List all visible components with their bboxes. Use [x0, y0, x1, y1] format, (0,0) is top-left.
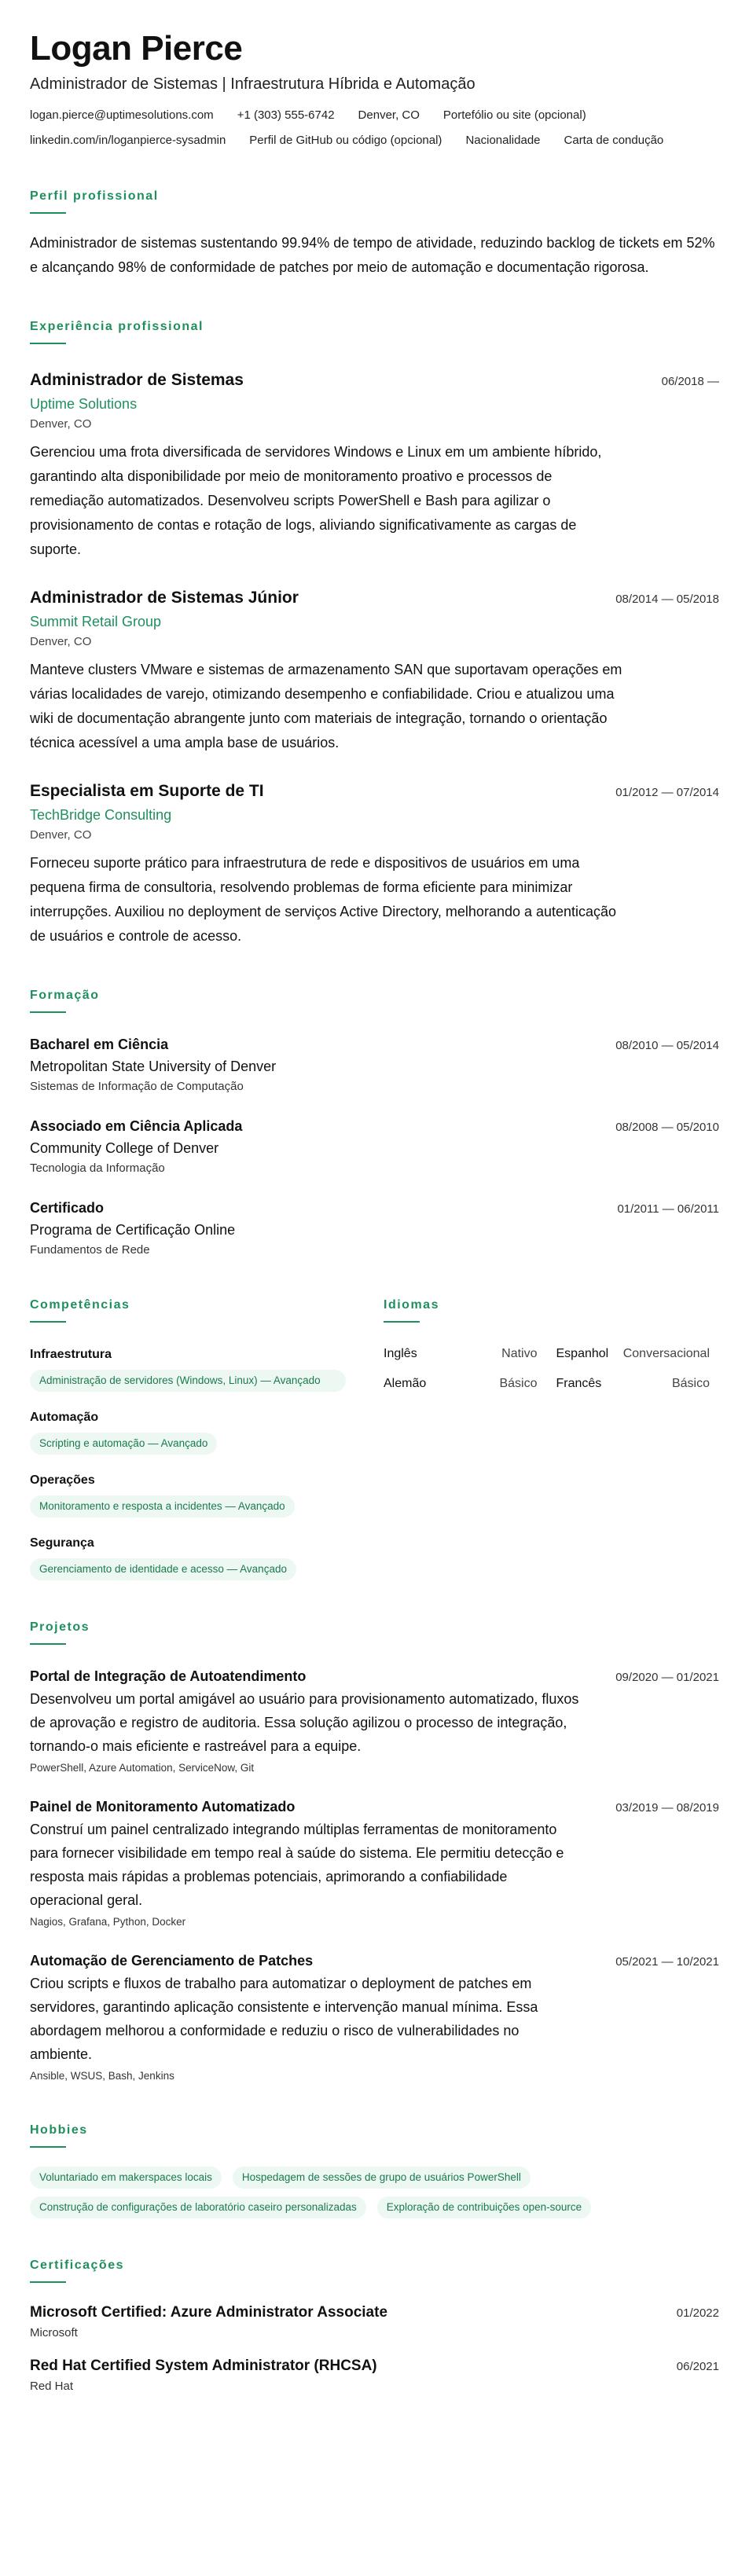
section-title: Perfil profissional	[30, 189, 159, 203]
project-description: Construí um painel centralizado integrando múltiplas ferramentas de monitoramento para fornecer visibilidade em tempo real à saúde do sistema. Ele permitiu detecção e resposta mais rápidas a problemas potenciais, aprimorando a confiabilidade operacional geral.	[30, 1822, 564, 1908]
job-description: Forneceu suporte prático para infraestrutura de rede e dispositivos de usuários em uma pequena firma de consultoria, resolvendo problemas de forma eficiente para minimizar interrupções. Auxiliou no deployment de serviços Active Directory, melhorando a autenticação de usuários e controle de acesso.	[30, 855, 617, 944]
certification-date: 01/2022	[676, 2306, 719, 2320]
education-degree: Certificado	[30, 1200, 105, 1216]
education-entry	[30, 1035, 719, 1095]
certification-name: Red Hat Certified System Administrator (RHCSA)	[30, 2358, 377, 2374]
section-divider	[30, 1321, 66, 1323]
section-title: Experiência profissional	[30, 320, 204, 333]
education-entry	[30, 1117, 719, 1176]
job-location: Denver, CO	[30, 828, 92, 842]
job-company: Uptime Solutions	[30, 396, 138, 412]
language-level: Conversacional	[622, 1347, 710, 1360]
projects-section	[30, 1620, 719, 2083]
section-title: Certificações	[30, 2259, 124, 2272]
hobby-tag: Construção de configurações de laboratório caseiro personalizadas	[30, 2196, 366, 2218]
contact-linkedin[interactable]: linkedin.com/in/loganpierce-sysadmin	[30, 134, 226, 147]
education-field: Sistemas de Informação de Computação	[30, 1080, 244, 1093]
project-date: 09/2020 — 01/2021	[615, 1671, 719, 1684]
project-entry	[30, 1667, 719, 1775]
education-entry	[30, 1198, 719, 1258]
education-date: 01/2011 — 06/2011	[617, 1202, 719, 1216]
hobby-tag: Exploração de contribuições open-source	[377, 2196, 591, 2218]
job-company: Summit Retail Group	[30, 614, 162, 629]
section-divider	[30, 1011, 66, 1013]
candidate-name: Logan Pierce	[30, 29, 243, 68]
language-item	[384, 1346, 538, 1362]
section-divider	[384, 1321, 420, 1323]
job-location: Denver, CO	[30, 635, 92, 648]
skill-group	[30, 1472, 384, 1517]
contact-nationality: Nacionalidade	[465, 134, 541, 147]
project-title: Painel de Monitoramento Automatizado	[30, 1799, 296, 1815]
education-field: Tecnologia da Informação	[30, 1161, 165, 1175]
job-title: Especialista em Suporte de TI	[30, 782, 264, 800]
languages-section	[384, 1297, 710, 1580]
job-description: Gerenciou uma frota diversificada de servidores Windows e Linux em um ambiente híbrido, garantindo alta disponibilidade por meio de monitoramento proativo e processos de remediação automatizados. Desenvolveu scripts PowerShell e Bash para agilizar o provisionamento de contas e rotação de logs, aliviando significativamente as cargas de suporte.	[30, 444, 602, 557]
language-name: Alemão	[384, 1377, 427, 1390]
contact-email[interactable]: logan.pierce@uptimesolutions.com	[30, 108, 214, 122]
project-description: Criou scripts e fluxos de trabalho para automatizar o deployment de patches em servidores, garantindo aplicação consistente e intervenção manual mínima. Essa abordagem melhorou a conformidade e reduziu o risco de vulnerabilidades no ambiente.	[30, 1976, 538, 2062]
job-title: Administrador de Sistemas	[30, 371, 244, 389]
skill-tag: Administração de servidores (Windows, Linux) — Avançado	[30, 1370, 346, 1392]
language-level: Básico	[499, 1377, 538, 1390]
skill-tag: Gerenciamento de identidade e acesso — Avançado	[30, 1558, 296, 1580]
job-date: 01/2012 — 07/2014	[615, 786, 719, 799]
education-school: Metropolitan State University of Denver	[30, 1059, 277, 1074]
language-item	[556, 1376, 710, 1392]
job-company: TechBridge Consulting	[30, 807, 172, 823]
section-title: Formação	[30, 989, 100, 1002]
project-tech: Nagios, Grafana, Python, Docker	[30, 1916, 186, 1928]
education-degree: Associado em Ciência Aplicada	[30, 1118, 243, 1134]
hobby-tags	[30, 2167, 706, 2218]
education-school: Programa de Certificação Online	[30, 1222, 236, 1238]
language-name: Francês	[556, 1377, 602, 1390]
education-section	[30, 988, 719, 1258]
skill-group	[30, 1409, 384, 1455]
experience-section	[30, 319, 719, 949]
section-title: Competências	[30, 1298, 130, 1312]
certification-name: Microsoft Certified: Azure Administrator Associate	[30, 2304, 388, 2321]
section-divider	[30, 2146, 66, 2148]
resume-header	[30, 28, 719, 149]
skills-section	[30, 1297, 384, 1580]
project-title: Portal de Integração de Autoatendimento	[30, 1668, 307, 1684]
education-date: 08/2010 — 05/2014	[615, 1039, 719, 1052]
job-entry	[30, 369, 719, 562]
project-description: Desenvolveu um portal amigável ao usuário para provisionamento automatizado, fluxos de aprovação e registro de auditoria. Essa solução agilizou o processo de integração, tornando-o mais eficiente e rastreável para a equipe.	[30, 1691, 579, 1754]
education-field: Fundamentos de Rede	[30, 1243, 150, 1257]
job-entry	[30, 587, 719, 755]
job-description: Manteve clusters VMware e sistemas de armazenamento SAN que suportavam operações em várias localidades de varejo, otimizando desempenho e confiabilidade. Criou e atualizou uma wiki de documentação abrangente junto com materiais de integração, tornando o orientação técnica acessível a uma ampla base de usuários.	[30, 662, 622, 750]
contact-github[interactable]: Perfil de GitHub ou código (opcional)	[249, 134, 442, 147]
certification-date: 06/2021	[676, 2360, 719, 2373]
language-item	[556, 1346, 710, 1362]
certifications-section	[30, 2258, 719, 2394]
project-title: Automação de Gerenciamento de Patches	[30, 1953, 314, 1969]
hobbies-section	[30, 2123, 719, 2218]
project-tech: PowerShell, Azure Automation, ServiceNow, Git	[30, 1762, 255, 1774]
skill-group-name: Automação	[30, 1411, 99, 1424]
section-divider	[30, 2281, 66, 2283]
education-degree: Bacharel em Ciência	[30, 1037, 169, 1052]
job-entry	[30, 780, 719, 949]
certification-issuer: Microsoft	[30, 2326, 78, 2339]
project-date: 05/2021 — 10/2021	[615, 1955, 719, 1969]
headline: Administrador de Sistemas | Infraestrutura Híbrida e Automação	[30, 75, 475, 93]
job-title: Administrador de Sistemas Júnior	[30, 589, 299, 607]
language-item	[384, 1376, 538, 1392]
skills-languages-row	[30, 1297, 719, 1580]
profile-section	[30, 189, 719, 280]
skill-tag: Monitoramento e resposta a incidentes — Avançado	[30, 1495, 295, 1517]
section-divider	[30, 1643, 66, 1645]
section-divider	[30, 343, 66, 344]
language-name: Espanhol	[556, 1347, 609, 1360]
job-location: Denver, CO	[30, 417, 92, 431]
language-level: Básico	[671, 1377, 710, 1390]
hobby-tag: Voluntariado em makerspaces locais	[30, 2167, 222, 2189]
section-title: Projetos	[30, 1620, 90, 1634]
skill-group-name: Infraestrutura	[30, 1348, 112, 1361]
contact-list	[30, 107, 719, 149]
job-date: 06/2018 —	[661, 375, 719, 388]
job-date: 08/2014 — 05/2018	[615, 593, 719, 606]
section-divider	[30, 212, 66, 214]
project-date: 03/2019 — 08/2019	[615, 1801, 719, 1815]
certification-issuer: Red Hat	[30, 2380, 74, 2393]
contact-portfolio[interactable]: Portefólio ou site (opcional)	[442, 108, 586, 122]
contact-driving-license: Carta de condução	[564, 134, 664, 147]
language-level: Nativo	[501, 1347, 538, 1360]
contact-location: Denver, CO	[358, 108, 420, 122]
skill-group	[30, 1535, 384, 1580]
section-title: Idiomas	[384, 1298, 439, 1312]
hobby-tag: Hospedagem de sessões de grupo de usuários PowerShell	[233, 2167, 531, 2189]
certification-entry	[30, 2357, 719, 2394]
languages-grid	[384, 1346, 710, 1392]
education-date: 08/2008 — 05/2010	[615, 1121, 719, 1134]
skill-group-name: Segurança	[30, 1536, 94, 1550]
education-school: Community College of Denver	[30, 1140, 219, 1156]
certification-entry	[30, 2303, 719, 2341]
skill-tag: Scripting e automação — Avançado	[30, 1433, 217, 1455]
section-title: Hobbies	[30, 2123, 88, 2137]
skill-group-name: Operações	[30, 1473, 95, 1487]
contact-phone[interactable]: +1 (303) 555-6742	[237, 108, 335, 122]
project-entry	[30, 1951, 719, 2083]
project-entry	[30, 1797, 719, 1929]
language-name: Inglês	[384, 1347, 417, 1360]
skill-group	[30, 1346, 384, 1392]
project-tech: Ansible, WSUS, Bash, Jenkins	[30, 2070, 174, 2082]
profile-text: Administrador de sistemas sustentando 99.94% de tempo de atividade, reduzindo backlog de tickets em 52% e alcançando 98% de conformidade de patches por meio de automação e documentação rigorosa.	[30, 235, 715, 275]
